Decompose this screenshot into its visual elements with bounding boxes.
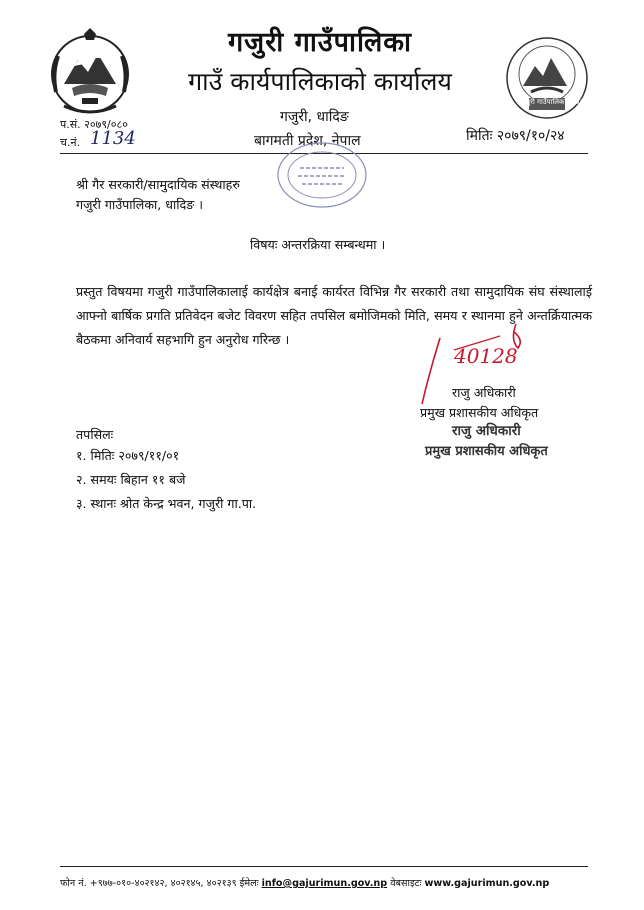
office-location-province: बागमती प्रदेश, नेपाल (254, 133, 361, 149)
stamp-designation: प्रमुख प्रशासकीय अधिकृत (425, 444, 548, 459)
office-location-district: गजुरी, धादिङ (280, 109, 349, 125)
recipient-line2: गजुरी गाउँपालिका, धादिङ । (76, 197, 204, 212)
reference-number: प.सं. २०७९/०८० (60, 118, 128, 131)
footer-website-link[interactable]: www.gajurimun.gov.np (424, 878, 550, 889)
office-stamp-icon (274, 140, 370, 210)
seal-caption: गजुरी गाउँपालिका २०७३ (521, 98, 583, 106)
schedule-item: ३. स्थानः श्रोत केन्द्र भवन, गजुरी गा.पा. (76, 496, 257, 511)
signatory-name: राजु अधिकारी (452, 385, 516, 400)
footer-email-link[interactable]: info@gajurimun.gov.np (261, 878, 388, 889)
letter-date: मितिः २०७९/१०/२४ (466, 128, 565, 144)
office-title-line2: गाउँ कार्यपालिकाको कार्यालय (188, 67, 452, 96)
footer-phone: फोन नं. +९७७-०१०-४०२१४२, ४०२१४५, ४०२१३९ (60, 878, 237, 889)
footer-email-label: ईमेलः (239, 878, 259, 889)
dispatch-label: च.नं. (60, 136, 81, 149)
recipient-line1: श्री गैर सरकारी/सामुदायिक संस्थाहरु (76, 177, 240, 192)
footer-contact (60, 876, 549, 889)
municipality-seal (505, 36, 589, 120)
dispatch-number: 1134 (90, 128, 136, 149)
office-title-line1: गजुरी गाउँपालिका (227, 27, 413, 58)
handwritten-number: 40128 (454, 344, 518, 368)
letter-body: प्रस्तुत विषयमा गजुरी गाउँपालिकालाई कार्यक्षेत्र बनाई कार्यरत विभिन्न गैर सरकारी तथा सामुदायिक संघ संस्थालाई आफ्नो बार्षिक प्रगति प्रतिवेदन बजेट विवरण सहित तपसिल बमोजिमको मिति, समय र स्थानमा हुने अन्तर्क्रियात्मक बैठकमा अनिवार्य सहभागि हुन अनुरोध गरिन्छ । (76, 284, 592, 347)
schedule-item: १. मितिः २०७९/११/०१ (76, 448, 180, 463)
footer-divider (60, 866, 588, 867)
schedule-item: २. समयः बिहान ११ बजे (76, 472, 186, 487)
schedule-heading: तपसिलः (76, 427, 114, 442)
footer-website-label: वेबसाइटः (390, 878, 422, 889)
letter-subject: विषयः अन्तरक्रिया सम्बन्धमा । (250, 237, 386, 252)
signatory-designation: प्रमुख प्रशासकीय अधिकृत (420, 405, 539, 420)
stamp-name: राजु अधिकारी (452, 423, 521, 439)
nepal-emblem-icon (44, 26, 136, 116)
municipality-logo-icon (505, 36, 589, 120)
